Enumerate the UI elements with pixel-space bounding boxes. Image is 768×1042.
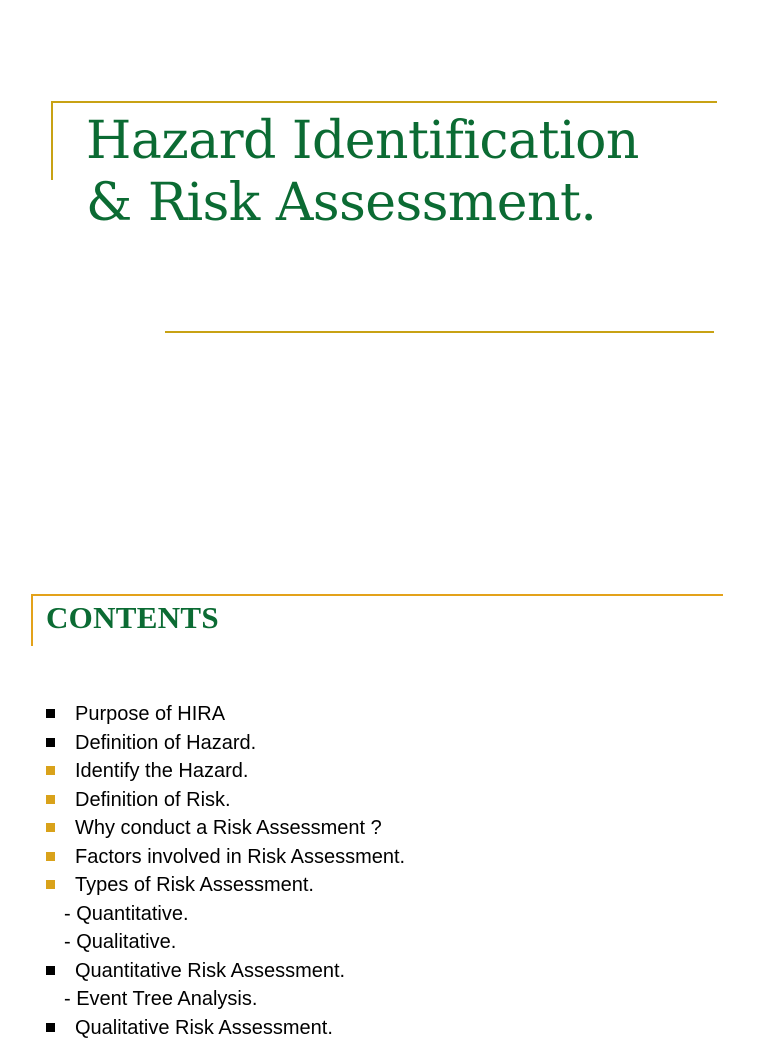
list-item bbox=[0, 957, 768, 986]
black-square-bullet-icon bbox=[46, 709, 55, 718]
list-item-text: Purpose of HIRA bbox=[75, 700, 225, 728]
sub-list-item-text: - Qualitative. bbox=[64, 928, 176, 956]
gold-square-bullet-icon bbox=[46, 766, 55, 775]
contents-heading: CONTENTS bbox=[46, 599, 219, 637]
slide-title bbox=[86, 110, 746, 234]
list-item-text: Why conduct a Risk Assessment ? bbox=[75, 814, 382, 842]
black-square-bullet-icon bbox=[46, 738, 55, 747]
list-item bbox=[0, 843, 768, 872]
black-square-bullet-icon bbox=[46, 1023, 55, 1032]
list-item-text: Identify the Hazard. bbox=[75, 757, 248, 785]
list-item-text: Factors involved in Risk Assessment. bbox=[75, 843, 405, 871]
contents-list bbox=[0, 700, 768, 1042]
gold-square-bullet-icon bbox=[46, 823, 55, 832]
contents-left-rule bbox=[31, 594, 33, 646]
list-item bbox=[0, 814, 768, 843]
list-item-text: Definition of Risk. bbox=[75, 786, 231, 814]
list-item-text: Definition of Hazard. bbox=[75, 729, 256, 757]
list-item bbox=[0, 729, 768, 758]
slide-title-line-1: Hazard Identification bbox=[86, 110, 746, 172]
list-item-text: Types of Risk Assessment. bbox=[75, 871, 314, 899]
list-item-text: Quantitative Risk Assessment. bbox=[75, 957, 345, 985]
sub-list-item-text: - Event Tree Analysis. bbox=[64, 985, 257, 1013]
list-item-text: Qualitative Risk Assessment. bbox=[75, 1014, 333, 1042]
sub-list-item bbox=[0, 900, 768, 929]
black-square-bullet-icon bbox=[46, 966, 55, 975]
sub-list-item bbox=[0, 928, 768, 957]
title-bottom-rule bbox=[165, 331, 714, 333]
sub-list-item-text: - Quantitative. bbox=[64, 900, 189, 928]
list-item bbox=[0, 786, 768, 815]
gold-square-bullet-icon bbox=[46, 852, 55, 861]
title-left-rule bbox=[51, 101, 53, 180]
slide-title-line-2: & Risk Assessment. bbox=[86, 172, 746, 234]
gold-square-bullet-icon bbox=[46, 795, 55, 804]
list-item bbox=[0, 1014, 768, 1042]
list-item bbox=[0, 871, 768, 900]
contents-top-rule bbox=[31, 594, 723, 596]
list-item bbox=[0, 757, 768, 786]
title-top-rule bbox=[51, 101, 717, 103]
list-item bbox=[0, 700, 768, 729]
gold-square-bullet-icon bbox=[46, 880, 55, 889]
sub-list-item bbox=[0, 985, 768, 1014]
contents-slide bbox=[0, 576, 768, 1024]
